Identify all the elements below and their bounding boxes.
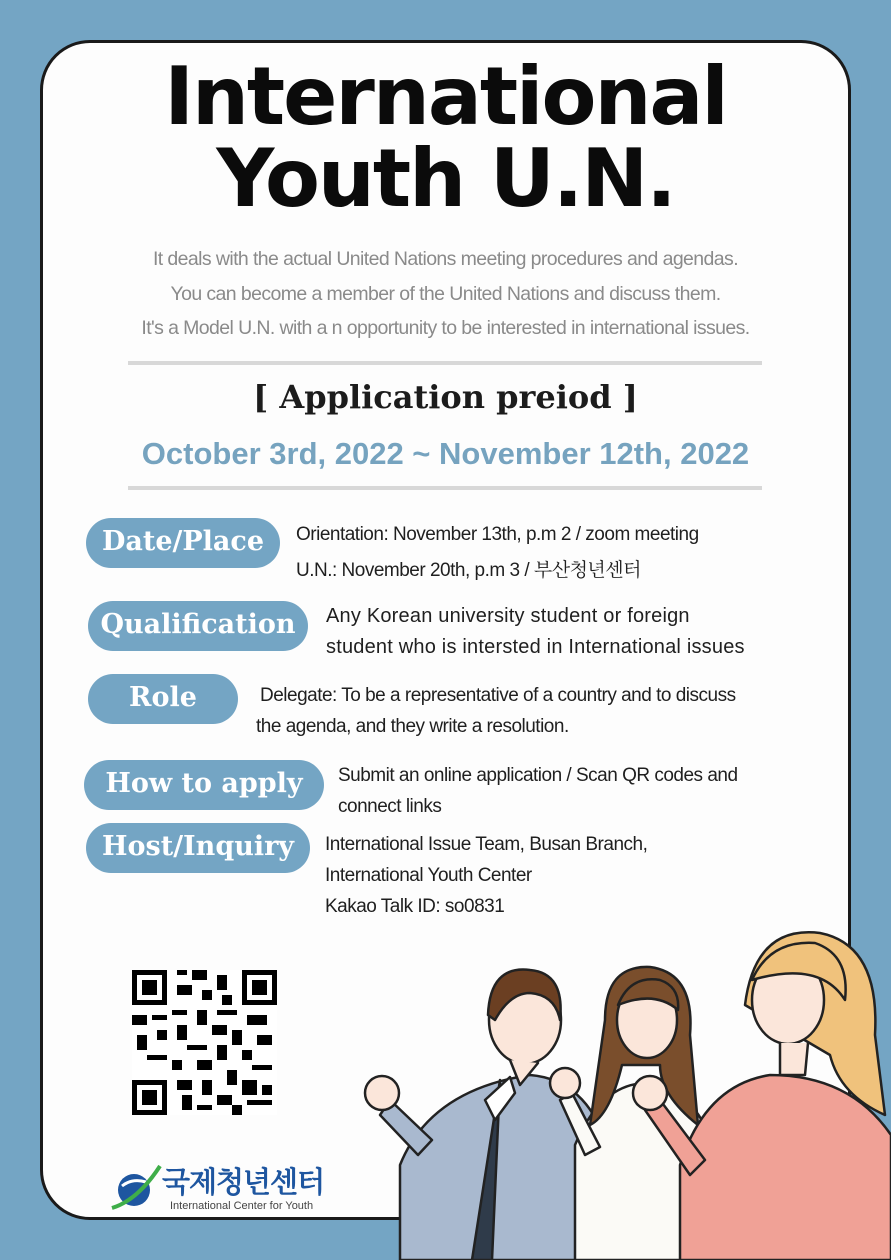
role-line-1: Delegate: To be a representative of a country and to discuss: [260, 685, 736, 706]
role-line-2: the agenda, and they write a resolution.: [256, 716, 569, 737]
title-line-2: Youth U.N.: [216, 132, 675, 225]
description-line-1: It deals with the actual United Nations meeting procedures and agendas.: [152, 248, 739, 270]
date-place-label: Date/Place: [86, 518, 280, 568]
host-inquiry-line-2: International Youth Center: [325, 865, 532, 886]
application-period-heading: [ Application preiod ]: [253, 378, 638, 416]
divider-bottom: [128, 486, 762, 490]
divider-top: [128, 361, 762, 365]
description-line-3: It's a Model U.N. with a n opportunity to be interested in international issues.: [141, 317, 750, 339]
globe-logo-icon: [108, 1160, 164, 1216]
role-label: Role: [88, 674, 238, 724]
date-place-line-1: Orientation: November 13th, p.m 2 / zoom meeting: [296, 524, 699, 545]
how-to-apply-line-1: Submit an online application / Scan QR codes and: [338, 765, 738, 786]
host-inquiry-line-1: International Issue Team, Busan Branch,: [325, 834, 648, 855]
how-to-apply-label: How to apply: [84, 760, 324, 810]
icy-logo: [108, 1160, 358, 1220]
qr-code-icon[interactable]: [132, 970, 277, 1115]
three-youths-illustration: [360, 925, 891, 1260]
host-inquiry-label: Host/Inquiry: [86, 823, 310, 873]
date-place-line-2: U.N.: November 20th, p.m 3 / 부산청년센터: [296, 560, 641, 581]
application-dates: October 3rd, 2022 ~ November 12th, 2022: [141, 436, 750, 471]
qualification-line-1: Any Korean university student or foreign: [326, 605, 690, 627]
title-line-1: International: [164, 50, 727, 143]
description-line-2: You can become a member of the United Nations and discuss them.: [170, 283, 721, 305]
how-to-apply-line-2: connect links: [338, 796, 442, 817]
logo-korean-text: 국제청년센터: [162, 1165, 325, 1199]
host-inquiry-line-3: Kakao Talk ID: so0831: [325, 896, 505, 917]
logo-english-text: International Center for Youth: [170, 1200, 314, 1212]
qualification-line-2: student who is intersted in International issues: [326, 636, 745, 658]
qualification-label: Qualification: [88, 601, 308, 651]
